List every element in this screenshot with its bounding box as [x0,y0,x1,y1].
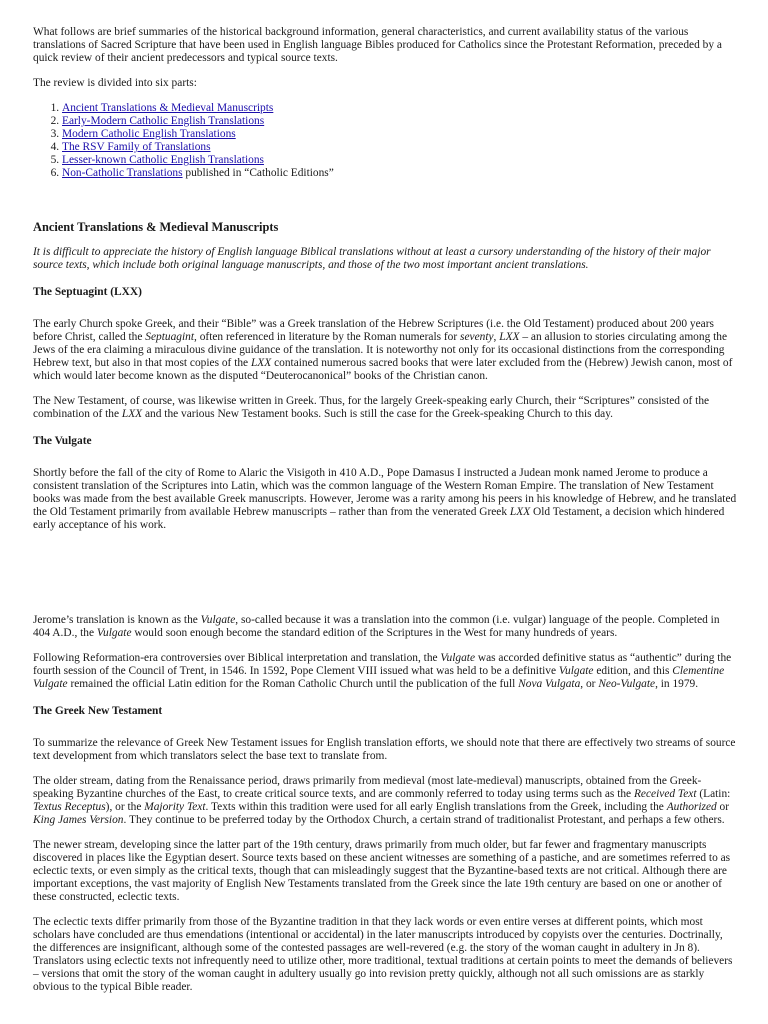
toc-link-lesser-known[interactable]: Lesser-known Catholic English Translations [62,154,264,166]
text-run: Old Testament, a decision which hindered early acceptance of his work. [33,506,725,531]
italic-run: Septuagint [145,331,195,343]
text-run: remained the official Latin edition for the Roman Catholic Church until the publication of the full [67,678,519,690]
italic-run: LXX [499,331,520,343]
greek-nt-paragraph-2 [33,775,738,827]
toc-item [62,167,738,180]
italic-run: LXX [121,408,143,420]
septuagint-paragraph-2 [33,395,738,421]
toc-item [62,128,738,141]
toc-link-early-modern[interactable]: Early-Modern Catholic English Translations [62,115,265,127]
heading-septuagint: The Septuagint (LXX) [33,286,142,298]
septuagint-paragraph-1 [33,318,738,383]
italic-run: LXX [250,357,272,369]
text-run: would soon enough become the standard edition of the Scriptures in the West for many hundreds of years. [131,627,618,639]
section-lead: It is difficult to appreciate the history of English language Biblical translations without at least a cursory understanding of the history of their major source texts, which include both original language manuscripts, and those of the two most important ancient translations. [33,246,711,271]
vulgate-paragraph-2 [33,614,738,640]
text-run: Shortly before the fall of the city of Rome to Alaric the Visigoth in 410 A.D., Pope Damasus I instructed a Judean monk named Jerome to produce a consistent translation of the Scriptures into Latin, which was the common language of the Western Roman Empire. The translation of New Testament books was made from the best available Greek manuscripts. However, Jerome was a rarity among his peers in his knowledge of Hebrew, and he translated the Old Testament primarily from available Hebrew manuscripts – rather than from the venerated Greek [33,467,737,518]
toc-link-non-catholic[interactable]: Non-Catholic Translations [62,167,183,179]
text-run: . They continue to be preferred today by the Orthodox Church, a certain strand of traditionalist Protestant, and perhaps a few others. [123,814,725,826]
intro-paragraph: What follows are brief summaries of the historical background information, general characteristics, and current availability status of the various translations of Sacred Scripture that have been used in English language Bibles produced for Catholics since the Protestant Reformation, preceded by a quick review of their ancient predecessors and typical source texts. [33,26,722,64]
toc-link-modern[interactable]: Modern Catholic English Translations [62,128,236,140]
text-run: was accorded definitive status as “authentic” during the fourth session of the Council of Trent, in 1546. In 1592, Pope Clement VIII issued what was held to be a definitive [33,652,732,677]
italic-run: Nova Vulgata [518,678,581,690]
italic-run: Authorized [666,801,717,813]
text-run: – an allusion to stories circulating among the Jews of the era claiming a miraculous divine guidance of the translation. It is noteworthy not only for its occasional distinctions from the corresponding Hebrew text, but also in that most copies of the [33,331,728,369]
italic-run: Vulgate [200,614,236,626]
heading-vulgate: The Vulgate [33,435,92,447]
text-run: Jerome’s translation is known as the [33,614,201,626]
toc-link-rsv[interactable]: The RSV Family of Translations [62,141,211,153]
text-run: The early Church spoke Greek, and their “Bible” was a Greek translation of the Hebrew Scriptures (i.e. the Old Testament) produced about 200 years before Christ, called the [33,318,714,343]
toc-item [62,102,738,115]
text-run: edition, and this [593,665,673,677]
toc-item [62,154,738,167]
italic-run: Majority Text [144,801,206,813]
italic-run: Vulgate [440,652,476,664]
toc-item [62,115,738,128]
greek-nt-paragraph-1 [33,737,738,763]
greek-nt-paragraph-4 [33,916,738,994]
text-run: , often referenced in literature by the Roman numerals for [194,331,461,343]
italic-run: LXX [509,506,531,518]
document-page [33,26,738,1006]
blank-space [33,544,738,614]
text-run: , in 1979. [655,678,699,690]
italic-run: Clementine Vulgate [33,665,725,690]
text-run: contained numerous sacred books that were later excluded from the (Hebrew) Jewish canon, most of which would later become known as the disputed “Deuterocanonical” books of the Christian canon. [33,357,733,382]
italic-run: Received Text [633,788,697,800]
greek-nt-paragraph-3 [33,839,738,904]
section-title-ancient: Ancient Translations & Medieval Manuscripts [33,220,279,234]
text-run: Following Reformation-era controversies over Biblical interpretation and translation, the [33,652,441,664]
text-run: or [716,801,730,813]
text-run: , or [580,678,599,690]
text-run: and the various New Testament books. Such is still the case for the Greek-speaking Church to this day. [142,408,614,420]
toc-suffix: published in “Catholic Editions” [182,167,334,179]
text-run: (Latin: [696,788,731,800]
italic-run: Neo-Vulgate [598,678,656,690]
text-run: ), or the [105,801,145,813]
toc-item [62,141,738,154]
text-run: The eclectic texts differ primarily from those of the Byzantine tradition in that they lack words or even entire verses at different points, which most scholars have concluded are thus emendations (intentional or accidental) in the later manuscripts introduced by copyists over the centuries. Doctrinally, the differences are insignificant, although some of the contested passages are well-revered (e.g. the story of the woman caught in adultery in Jn 8). Translators using eclectic texts not infrequently need to utilize other, more traditional, textual traditions at certain points to meet the demands of believers – versions that omit the story of the woman caught in adultery usually go into revision pretty quickly, although not all such omissions are as starkly obvious to the typical Bible reader. [33,916,733,993]
text-run: The newer stream, developing since the latter part of the 19th century, draws primarily from much older, but far fewer and fragmentary manuscripts discovered in places like the Egyptian desert. Source texts based on these ancient witnesses are something of a pastiche, and are sometimes referred to as eclectic texts, or even simply as the critical texts, though that can misleadingly suggest that the Byzantine-based texts are not critical. Although there are important exceptions, the vast majority of English New Testaments translated from the Greek since the late 19th century are based on one or another of these constructed, eclectic texts. [33,839,731,903]
italic-run: Vulgate [96,627,132,639]
italic-run: Vulgate [558,665,594,677]
review-parts-intro: The review is divided into six parts: [33,77,197,89]
italic-run: Textus Receptus [33,801,106,813]
italic-run: seventy [460,331,494,343]
text-run: , so-called because it was a translation into the common (i.e. vulgar) language of the people. Completed in 404 A.D., the [33,614,720,639]
text-run: The older stream, dating from the Renaissance period, draws primarily from medieval (most late-medieval) manuscripts, obtained from the Greek-speaking Byzantine churches of the East, to create critical source texts, and are commonly referred to today using terms such as the [33,775,702,800]
table-of-contents [33,102,738,180]
toc-link-ancient[interactable]: Ancient Translations & Medieval Manuscripts [62,102,274,114]
text-run: To summarize the relevance of Greek New Testament issues for English translation efforts, we should note that there are effectively two streams of source text development from which translators select the base text to translate from. [33,737,736,762]
text-run: , [493,331,500,343]
heading-greek-nt: The Greek New Testament [33,705,163,717]
italic-run: King James Version [33,814,124,826]
vulgate-paragraph-3 [33,652,738,691]
text-run: The New Testament, of course, was likewise written in Greek. Thus, for the largely Greek-speaking early Church, their “Scriptures” consisted of the combination of the [33,395,710,420]
text-run: . Texts within this tradition were used for all early English translations from the Greek, including the [205,801,667,813]
vulgate-paragraph-1 [33,467,738,532]
